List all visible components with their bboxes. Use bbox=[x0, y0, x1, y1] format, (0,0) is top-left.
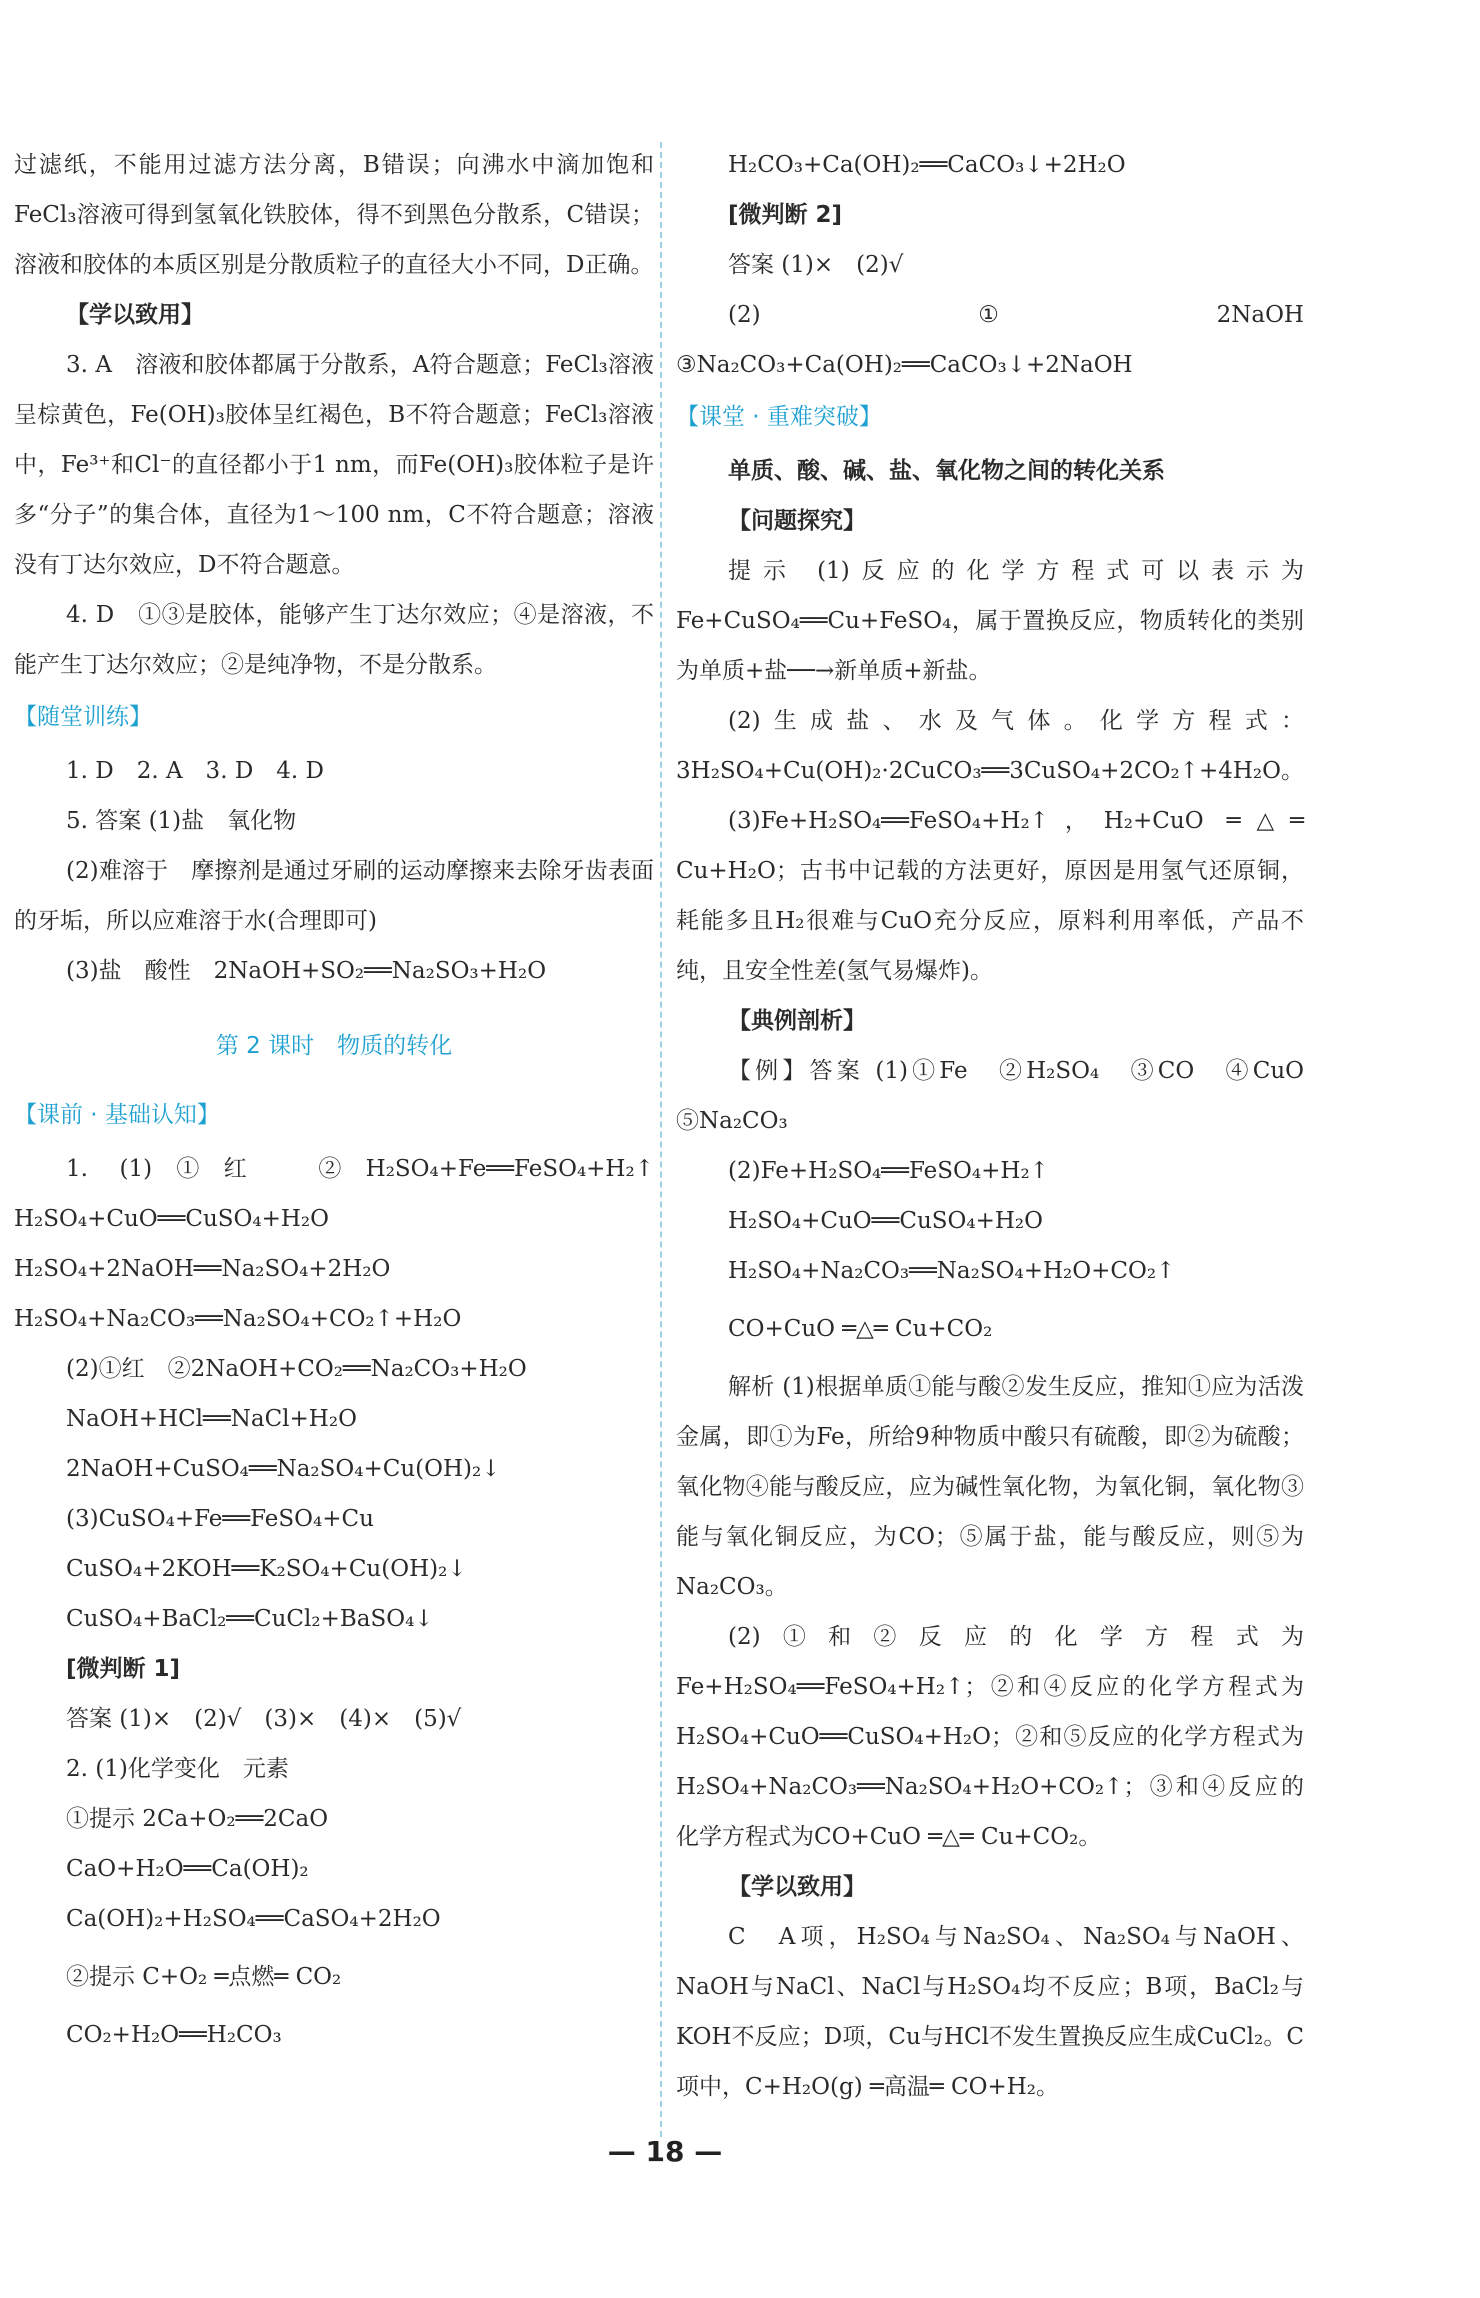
page-number: — 18 — bbox=[607, 2135, 723, 2168]
left-paragraph: CuSO₄+2KOH══K₂SO₄+Cu(OH)₂↓ bbox=[66, 1556, 467, 1582]
left-paragraph: 2NaOH+CuSO₄══Na₂SO₄+Cu(OH)₂↓ bbox=[66, 1456, 501, 1482]
left-paragraph: Ca(OH)₂+H₂SO₄══CaSO₄+2H₂O bbox=[66, 1906, 441, 1932]
left-paragraph: (3)CuSO₄+Fe══FeSO₄+Cu bbox=[66, 1506, 374, 1532]
right-paragraph: (2)生成盐、水及气体。化学方程式：3H₂SO₄+Cu(OH)₂·2CuCO₃══3CuSO₄+2CO₂↑+4H₂O。 bbox=[676, 708, 1304, 784]
left-paragraph: 【课前 · 基础认知】 bbox=[14, 1102, 220, 1128]
right-paragraph: 【典例剖析】 bbox=[728, 1008, 866, 1034]
left-paragraph: 【学以致用】 bbox=[66, 302, 204, 328]
right-paragraph: H₂SO₄+CuO══CuSO₄+H₂O bbox=[728, 1208, 1043, 1234]
right-paragraph: 答案 (1)× (2)√ bbox=[728, 252, 904, 278]
left-paragraph: [微判断 1] bbox=[66, 1656, 181, 1682]
right-paragraph: [微判断 2] bbox=[728, 202, 843, 228]
right-paragraph: 【例】答案 (1)①Fe ②H₂SO₄ ③CO ④CuO ⑤Na₂CO₃ bbox=[676, 1058, 1327, 1134]
left-paragraph: 3. A 溶液和胶体都属于分散系，A符合题意；FeCl₃溶液呈棕黄色，Fe(OH)₃胶体呈红褐色，B不符合题意；FeCl₃溶液中，Fe³⁺和Cl⁻的直径都小于1 nm，而Fe(OH)₃胶体粒子是许多“分子”的集合体，直径为1～100 nm，C不符合题意；溶液没有丁达尔效应，D不符合题意。 bbox=[14, 352, 654, 578]
right-paragraph: C A项，H₂SO₄与Na₂SO₄、Na₂SO₄与NaOH、NaOH与NaCl、NaCl与H₂SO₄均不反应；B项，BaCl₂与KOH不反应；D项，Cu与HCl不发生置换反应生成CuCl₂。C项中，C+H₂O(g) ═高温═ CO+H₂。 bbox=[676, 1924, 1304, 2100]
left-paragraph: 1. (1)①红 ②H₂SO₄+Fe══FeSO₄+H₂↑ H₂SO₄+CuO══CuSO₄+H₂O H₂SO₄+2NaOH══Na₂SO₄+2H₂O H₂SO₄+Na₂CO₃══Na₂SO₄+CO₂↑+H₂O bbox=[14, 1156, 662, 1332]
right-paragraph: 【问题探究】 bbox=[728, 508, 866, 534]
left-paragraph: NaOH+HCl══NaCl+H₂O bbox=[66, 1406, 357, 1432]
left-paragraph: ①提示 2Ca+O₂══2CaO bbox=[66, 1806, 329, 1832]
right-paragraph: 【课堂 · 重难突破】 bbox=[676, 404, 882, 430]
left-column bbox=[14, 140, 662, 2060]
left-paragraph: (3)盐 酸性 2NaOH+SO₂══Na₂SO₃+H₂O bbox=[66, 958, 547, 984]
right-paragraph: (2)①2NaOH ③Na₂CO₃+Ca(OH)₂══CaCO₃↓+2NaOH bbox=[676, 302, 1327, 378]
right-paragraph: H₂SO₄+Na₂CO₃══Na₂SO₄+H₂O+CO₂↑ bbox=[728, 1258, 1176, 1284]
left-paragraph: (2)①红 ②2NaOH+CO₂══Na₂CO₃+H₂O bbox=[66, 1356, 527, 1382]
left-paragraph: 2. (1)化学变化 元素 bbox=[66, 1756, 289, 1782]
right-paragraph: (3)Fe+H₂SO₄══FeSO₄+H₂↑，H₂+CuO ═△═ Cu+H₂O；古书中记载的方法更好，原因是用氢气还原铜，耗能多且H₂很难与CuO充分反应，原料利用率低，产品不纯，且安全性差(氢气易爆炸)。 bbox=[676, 808, 1312, 984]
left-paragraph: 4. D ①③是胶体，能够产生丁达尔效应；④是溶液，不能产生丁达尔效应；②是纯净物，不是分散系。 bbox=[14, 602, 654, 678]
left-paragraph: CuSO₄+BaCl₂══CuCl₂+BaSO₄↓ bbox=[66, 1606, 434, 1632]
right-paragraph: 单质、酸、碱、盐、氧化物之间的转化关系 bbox=[728, 458, 1165, 484]
left-paragraph: 第 2 课时 物质的转化 bbox=[215, 1033, 453, 1059]
left-paragraph: 5. 答案 (1)盐 氧化物 bbox=[66, 808, 297, 834]
left-paragraph: ②提示 C+O₂ ═点燃═ CO₂ bbox=[66, 1964, 342, 1990]
left-paragraph: 答案 (1)× (2)√ (3)× (4)× (5)√ bbox=[66, 1706, 462, 1732]
left-paragraph: 1. D 2. A 3. D 4. D bbox=[66, 758, 324, 784]
right-paragraph: 解析 (1)根据单质①能与酸②发生反应，推知①应为活泼金属，即①为Fe，所给9种物质中酸只有硫酸，即②为硫酸；氧化物④能与酸反应，应为碱性氧化物，为氧化铜，氧化物③能与氧化铜反应，为CO；⑤属于盐，能与酸反应，则⑤为Na₂CO₃。 bbox=[676, 1374, 1304, 1600]
left-paragraph: 【随堂训练】 bbox=[14, 704, 152, 730]
right-paragraph: 【学以致用】 bbox=[728, 1874, 866, 1900]
column-divider bbox=[660, 142, 662, 2137]
right-paragraph: (2)①和②反应的化学方程式为Fe+H₂SO₄══FeSO₄+H₂↑；②和④反应的化学方程式为H₂SO₄+CuO══CuSO₄+H₂O；②和⑤反应的化学方程式为H₂SO₄+Na₂CO₃══Na₂SO₄+H₂O+CO₂↑；③和④反应的化学方程式为CO+CuO ═△═ Cu+CO₂。 bbox=[676, 1624, 1304, 1850]
left-paragraph: (2)难溶于 摩擦剂是通过牙刷的运动摩擦来去除牙齿表面的牙垢，所以应难溶于水(合理即可) bbox=[14, 858, 654, 934]
left-paragraph: 过滤纸，不能用过滤方法分离，B错误；向沸水中滴加饱和FeCl₃溶液可得到氢氧化铁胶体，得不到黑色分散系，C错误；溶液和胶体的本质区别是分散质粒子的直径大小不同，D正确。 bbox=[14, 152, 654, 278]
right-column bbox=[676, 140, 1327, 2112]
right-paragraph: (2)Fe+H₂SO₄══FeSO₄+H₂↑ bbox=[728, 1158, 1049, 1184]
left-paragraph: CO₂+H₂O══H₂CO₃ bbox=[66, 2022, 282, 2048]
right-paragraph: H₂CO₃+Ca(OH)₂══CaCO₃↓+2H₂O bbox=[728, 152, 1126, 178]
right-paragraph: 提示 (1)反应的化学方程式可以表示为Fe+CuSO₄══Cu+FeSO₄，属于置换反应，物质转化的类别为单质+盐──→新单质+新盐。 bbox=[676, 558, 1304, 684]
right-paragraph: CO+CuO ═△═ Cu+CO₂ bbox=[728, 1316, 993, 1342]
left-paragraph: CaO+H₂O══Ca(OH)₂ bbox=[66, 1856, 309, 1882]
